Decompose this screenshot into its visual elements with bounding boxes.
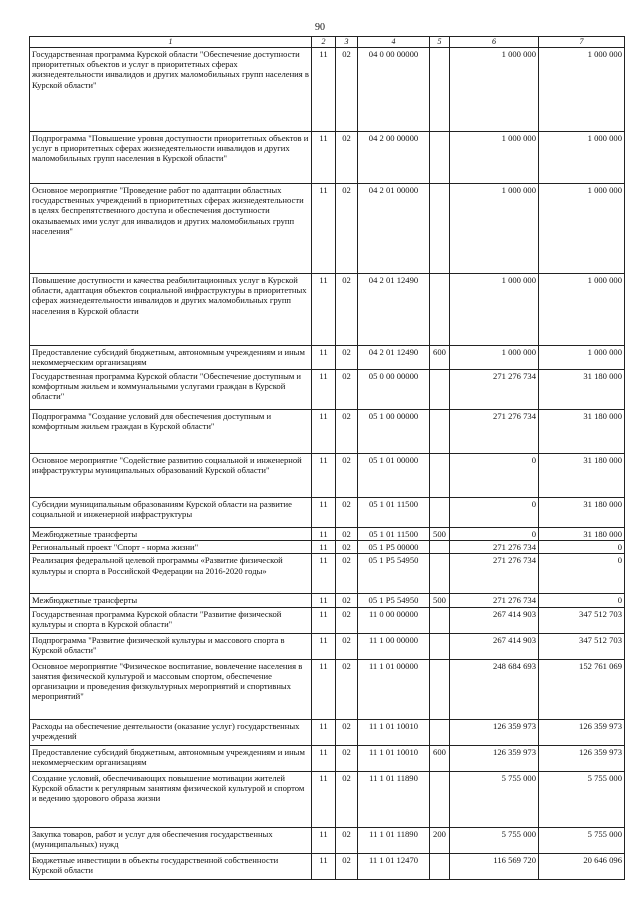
row-value-cell: 0 [450,453,539,497]
table-row [30,369,625,409]
row-value-cell: 0 [450,527,539,540]
row-value-cell: 11 [312,409,336,453]
table-row [30,659,625,719]
row-value-cell: 02 [336,183,358,273]
row-value-cell: 11 [312,607,336,633]
row-name-cell: Субсидии муниципальным образованиям Курской области на развитие социальной и инженерной инфраструктуры [30,497,312,527]
row-value-cell: 200 [430,827,450,853]
row-value-cell: 126 359 973 [450,745,539,771]
table-row [30,607,625,633]
row-value-cell: 02 [336,131,358,183]
row-value-cell: 500 [430,594,450,607]
row-value-cell: 02 [336,554,358,594]
row-value-cell: 126 359 973 [539,745,625,771]
row-value-cell: 11 1 00 00000 [358,633,430,659]
row-value-cell: 05 1 P5 00000 [358,540,430,553]
table-row [30,527,625,540]
row-value-cell: 11 1 01 12470 [358,853,430,879]
row-value-cell: 04 0 00 00000 [358,47,430,131]
row-value-cell: 02 [336,409,358,453]
row-value-cell: 02 [336,607,358,633]
row-value-cell: 11 [312,183,336,273]
table-row [30,497,625,527]
column-header: 6 [450,37,539,48]
row-name-cell: Бюджетные инвестиции в объекты государственной собственности Курской области [30,853,312,879]
row-value-cell: 11 [312,540,336,553]
row-name-cell: Основное мероприятие "Содействие развитию социальной и инженерной инфраструктуры муниципальных образований Курской области" [30,453,312,497]
row-name-cell: Основное мероприятие "Физическое воспитание, вовлечение населения в занятия физической культурой и массовым спортом, обеспечение организации и проведения физкультурных мероприятий и спортивных мероприятий" [30,659,312,719]
row-value-cell: 02 [336,453,358,497]
row-value-cell: 31 180 000 [539,453,625,497]
row-value-cell: 347 512 703 [539,633,625,659]
row-value-cell: 02 [336,273,358,345]
column-header: 2 [312,37,336,48]
row-value-cell: 11 [312,453,336,497]
row-value-cell: 0 [450,497,539,527]
row-value-cell: 1 000 000 [539,131,625,183]
row-value-cell: 20 646 096 [539,853,625,879]
row-value-cell: 11 1 01 10010 [358,745,430,771]
row-value-cell: 02 [336,719,358,745]
column-header: 5 [430,37,450,48]
row-value-cell: 267 414 903 [450,607,539,633]
row-value-cell: 0 [539,554,625,594]
row-name-cell: Подпрограмма "Создание условий для обеспечения доступным и комфортным жильем граждан в Курской области" [30,409,312,453]
row-value-cell: 05 1 01 11500 [358,497,430,527]
row-value-cell [430,47,450,131]
row-name-cell: Предоставление субсидий бюджетным, автономным учреждениям и иным некоммерческим организациям [30,745,312,771]
row-value-cell: 600 [430,345,450,369]
row-value-cell: 31 180 000 [539,369,625,409]
row-value-cell: 05 0 00 00000 [358,369,430,409]
row-value-cell: 31 180 000 [539,527,625,540]
row-value-cell: 11 [312,369,336,409]
row-value-cell: 248 684 693 [450,659,539,719]
table-row [30,47,625,131]
row-value-cell: 1 000 000 [539,47,625,131]
row-name-cell: Предоставление субсидий бюджетным, автономным учреждениям и иным некоммерческим организациям [30,345,312,369]
row-name-cell: Подпрограмма "Развитие физической культуры и массового спорта в Курской области" [30,633,312,659]
row-value-cell: 05 1 01 00000 [358,453,430,497]
table-row [30,771,625,827]
row-value-cell: 02 [336,745,358,771]
row-value-cell [430,369,450,409]
page-number: 90 [315,22,325,33]
row-value-cell: 11 [312,853,336,879]
column-header: 1 [30,37,312,48]
row-value-cell: 0 [539,594,625,607]
row-value-cell: 11 [312,47,336,131]
row-value-cell: 1 000 000 [450,131,539,183]
row-value-cell: 11 [312,273,336,345]
row-value-cell: 1 000 000 [450,183,539,273]
row-value-cell: 11 1 01 00000 [358,659,430,719]
row-value-cell: 1 000 000 [539,183,625,273]
row-value-cell [430,453,450,497]
row-value-cell: 02 [336,659,358,719]
row-value-cell: 271 276 734 [450,369,539,409]
row-value-cell: 126 359 973 [539,719,625,745]
row-value-cell: 126 359 973 [450,719,539,745]
row-value-cell: 02 [336,540,358,553]
table-row [30,853,625,879]
row-value-cell: 267 414 903 [450,633,539,659]
row-value-cell: 1 000 000 [539,345,625,369]
row-value-cell: 1 000 000 [450,47,539,131]
table-row [30,183,625,273]
row-value-cell [430,607,450,633]
row-name-cell: Межбюджетные трансферты [30,527,312,540]
row-value-cell [430,131,450,183]
table-row [30,827,625,853]
table-row [30,745,625,771]
row-value-cell: 02 [336,47,358,131]
row-value-cell: 02 [336,827,358,853]
row-value-cell: 11 [312,771,336,827]
row-value-cell: 11 [312,345,336,369]
row-value-cell: 347 512 703 [539,607,625,633]
row-value-cell: 1 000 000 [450,273,539,345]
row-name-cell: Межбюджетные трансферты [30,594,312,607]
row-value-cell: 116 569 720 [450,853,539,879]
row-value-cell: 04 2 00 00000 [358,131,430,183]
row-value-cell: 31 180 000 [539,409,625,453]
row-value-cell: 271 276 734 [450,409,539,453]
row-value-cell: 5 755 000 [539,827,625,853]
table-row [30,453,625,497]
row-value-cell: 5 755 000 [539,771,625,827]
row-name-cell: Повышение доступности и качества реабилитационных услуг в Курской области, адаптация объектов социальной инфраструктуры в приоритетных сферах жизнедеятельности инвалидов и других маломобильных групп населения в Курской области [30,273,312,345]
row-value-cell: 271 276 734 [450,540,539,553]
row-value-cell: 600 [430,745,450,771]
row-value-cell: 11 [312,554,336,594]
row-value-cell: 11 [312,497,336,527]
row-value-cell: 02 [336,527,358,540]
row-value-cell [430,719,450,745]
row-value-cell [430,659,450,719]
table-row [30,131,625,183]
row-value-cell: 5 755 000 [450,771,539,827]
table-row [30,554,625,594]
row-value-cell [430,273,450,345]
row-value-cell: 05 1 P5 54950 [358,594,430,607]
row-name-cell: Региональный проект "Спорт - норма жизни" [30,540,312,553]
row-name-cell: Государственная программа Курской области "Обеспечение доступности приоритетных объектов и услуг в приоритетных сферах жизнедеятельности инвалидов и других маломобильных групп населения в Курской области" [30,47,312,131]
row-name-cell: Расходы на обеспечение деятельности (оказание услуг) государственных учреждений [30,719,312,745]
row-value-cell: 02 [336,369,358,409]
column-header: 3 [336,37,358,48]
row-value-cell: 11 [312,659,336,719]
row-value-cell: 02 [336,594,358,607]
table-row [30,409,625,453]
row-value-cell: 04 2 01 12490 [358,345,430,369]
table-row [30,719,625,745]
row-value-cell: 271 276 734 [450,594,539,607]
row-name-cell: Реализация федеральной целевой программы «Развитие физической культуры и спорта в Российской Федерации на 2016-2020 годы» [30,554,312,594]
row-value-cell: 5 755 000 [450,827,539,853]
row-value-cell [430,540,450,553]
row-value-cell: 11 [312,745,336,771]
row-value-cell: 05 1 P5 54950 [358,554,430,594]
row-name-cell: Создание условий, обеспечивающих повышение мотивации жителей Курской области к регулярным занятиям физической культурой и спортом и ведению здорового образа жизни [30,771,312,827]
column-header: 4 [358,37,430,48]
row-value-cell: 1 000 000 [539,273,625,345]
row-value-cell [430,633,450,659]
row-value-cell [430,409,450,453]
row-value-cell: 11 1 01 11890 [358,827,430,853]
row-value-cell: 11 [312,827,336,853]
table-row [30,540,625,553]
row-value-cell: 02 [336,497,358,527]
row-value-cell: 05 1 01 11500 [358,527,430,540]
row-name-cell: Закупка товаров, работ и услуг для обеспечения государственных (муниципальных) нужд [30,827,312,853]
row-value-cell: 11 [312,131,336,183]
row-value-cell [430,497,450,527]
row-value-cell [430,771,450,827]
row-name-cell: Государственная программа Курской области "Обеспечение доступным и комфортным жильем и коммунальными услугами граждан в Курской области" [30,369,312,409]
budget-table [29,36,625,880]
table-row [30,594,625,607]
row-value-cell: 11 [312,527,336,540]
row-value-cell: 152 761 069 [539,659,625,719]
row-value-cell: 11 1 01 10010 [358,719,430,745]
column-header: 7 [539,37,625,48]
row-value-cell: 271 276 734 [450,554,539,594]
row-value-cell: 02 [336,771,358,827]
row-value-cell: 11 [312,594,336,607]
table-row [30,633,625,659]
row-value-cell: 04 2 01 00000 [358,183,430,273]
row-value-cell: 31 180 000 [539,497,625,527]
row-value-cell: 11 [312,719,336,745]
row-value-cell: 11 0 00 00000 [358,607,430,633]
row-name-cell: Государственная программа Курской области "Развитие физической культуры и спорта в Курской области" [30,607,312,633]
row-value-cell [430,853,450,879]
row-value-cell: 1 000 000 [450,345,539,369]
row-value-cell: 02 [336,345,358,369]
row-value-cell: 11 [312,633,336,659]
row-value-cell: 04 2 01 12490 [358,273,430,345]
row-name-cell: Подпрограмма "Повышение уровня доступности приоритетных объектов и услуг в приоритетных сферах жизнедеятельности инвалидов и других маломобильных групп населения в Курской области" [30,131,312,183]
row-value-cell: 0 [539,540,625,553]
row-value-cell: 05 1 00 00000 [358,409,430,453]
table-row [30,273,625,345]
table-header-row [30,37,625,48]
row-name-cell: Основное мероприятие "Проведение работ по адаптации областных государственных учреждений в приоритетных сферах жизнедеятельности в целях беспрепятственного доступа и обеспечения доступности оказываемых ими услуг для инвалидов и других маломобильных групп населения" [30,183,312,273]
table-row [30,345,625,369]
row-value-cell: 11 1 01 11890 [358,771,430,827]
row-value-cell: 02 [336,853,358,879]
row-value-cell [430,554,450,594]
row-value-cell [430,183,450,273]
row-value-cell: 500 [430,527,450,540]
row-value-cell: 02 [336,633,358,659]
